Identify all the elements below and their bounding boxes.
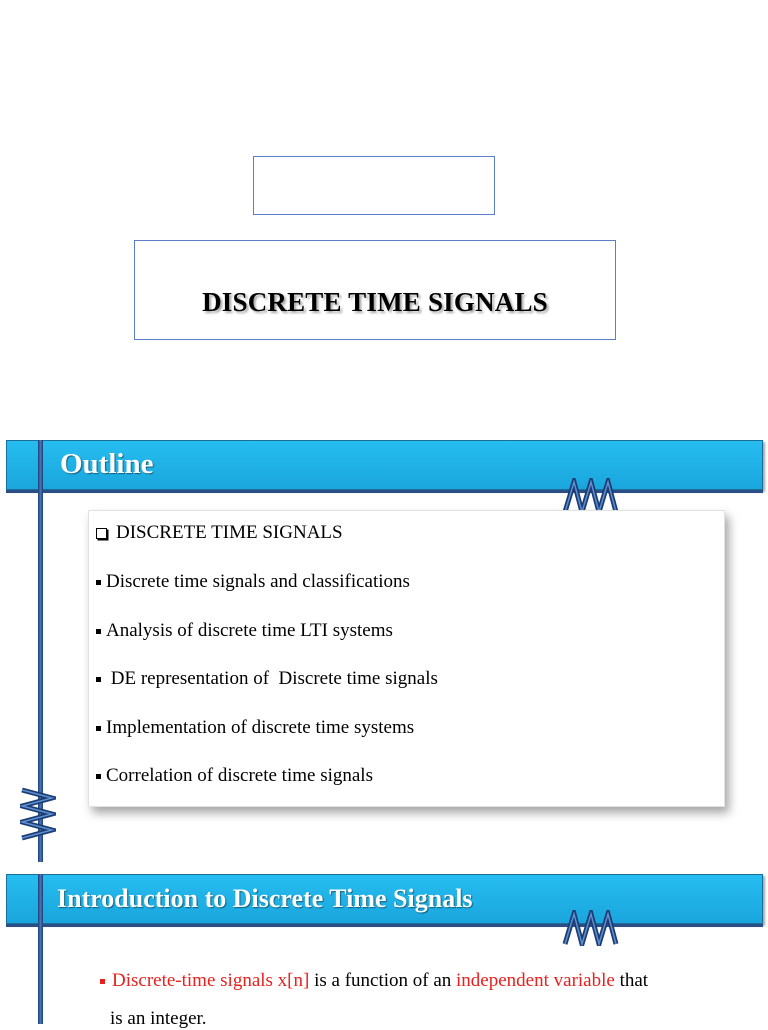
checkbox-bullet-icon [96,528,107,539]
slide-title: DISCRETE TIME SIGNALS [202,286,548,317]
empty-subtitle-box [253,156,495,215]
intro-bullet-text: is a function of an [309,970,457,991]
outline-item [96,717,414,739]
intro-bullet-highlight: independent variable [456,970,615,991]
intro-bullet-continuation: is an integer. [110,1008,207,1029]
outline-item-text: Correlation of discrete time signals [106,765,373,786]
outline-section-heading [96,522,343,544]
square-bullet-icon [96,580,101,585]
intro-header-underline [6,924,763,927]
outline-item-text: DE representation of Discrete time signals [106,668,438,689]
intro-header-title: Introduction to Discrete Time Signals [57,884,473,913]
square-bullet-icon [96,726,101,731]
outline-item [96,571,410,593]
outline-header-title: Outline [60,448,154,480]
outline-item [96,668,438,690]
outline-section-heading-text: DISCRETE TIME SIGNALS [116,522,343,543]
wave-ornament-icon [562,910,620,946]
wave-ornament-icon [20,786,56,842]
square-bullet-icon [96,629,101,634]
intro-vertical-line [38,874,43,1024]
square-bullet-icon [96,677,101,682]
outline-item [96,765,373,787]
outline-header-underline [6,490,763,493]
title-box [134,240,616,340]
outline-content-card [88,510,725,807]
outline-item [96,620,393,642]
intro-bullet-highlight: Discrete-time signals x[n] [112,970,310,991]
intro-bullet [100,970,648,992]
outline-item-text: Analysis of discrete time LTI systems [106,620,393,641]
square-bullet-icon [96,774,101,779]
square-bullet-icon [100,979,105,984]
outline-item-text: Discrete time signals and classifications [106,571,410,592]
intro-bullet-text: that [614,970,649,991]
outline-item-text: Implementation of discrete time systems [106,717,415,738]
wave-ornament-icon [562,478,620,514]
